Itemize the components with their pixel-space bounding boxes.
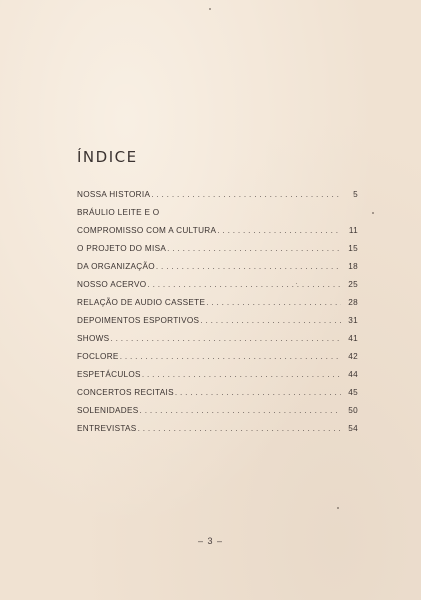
toc-entry — [77, 240, 358, 258]
page-number: – 3 – — [197, 536, 224, 546]
toc-entry-label: CONCERTOS RECITAIS — [77, 388, 174, 397]
toc-entry-page: 45 — [348, 388, 358, 397]
toc-entry — [77, 348, 358, 366]
dot-leader — [200, 312, 341, 330]
toc-entry-label: NOSSA HISTORIA — [77, 190, 151, 199]
toc-entry-page: 42 — [348, 352, 358, 361]
toc-entry-page: 11 — [348, 226, 358, 235]
toc-entry — [77, 402, 358, 420]
paper-speck — [296, 283, 297, 284]
toc-entry — [77, 294, 358, 312]
paper-speck — [337, 507, 339, 509]
dot-leader — [151, 186, 341, 204]
page-title: ÍNDICE — [77, 148, 138, 166]
toc-entry — [77, 258, 358, 276]
toc-entry — [77, 204, 358, 240]
toc-entry-label: DEPOIMENTOS ESPORTIVOS — [77, 316, 200, 325]
toc-entry-page: 15 — [348, 244, 358, 253]
toc-entry-label: FOCLORE — [77, 352, 119, 361]
toc-entry — [77, 330, 358, 348]
toc-entry-page: 44 — [348, 370, 358, 379]
dot-leader — [147, 276, 341, 294]
table-of-contents — [77, 186, 358, 438]
toc-entry-label-line1: BRÁULIO LEITE E O — [77, 208, 160, 217]
toc-entry-page: 50 — [348, 406, 358, 415]
toc-entry-page: 5 — [353, 190, 358, 199]
toc-entry-page: 18 — [348, 262, 358, 271]
toc-entry-label: SHOWS — [77, 334, 110, 343]
dot-leader — [206, 294, 341, 312]
toc-entry — [77, 186, 358, 204]
dot-leader — [175, 384, 341, 402]
toc-entry-page: 28 — [348, 298, 358, 307]
paper-speck — [372, 212, 374, 214]
toc-entry — [77, 276, 358, 294]
dot-leader — [140, 402, 341, 420]
toc-entry — [77, 420, 358, 438]
dot-leader — [142, 366, 341, 384]
dot-leader — [156, 258, 341, 276]
toc-entry-label: COMPROMISSO COM A CULTURA — [77, 226, 217, 235]
toc-entry-label: ESPETÁCULOS — [77, 370, 141, 379]
toc-entry-page: 31 — [348, 316, 358, 325]
toc-entry-label: O PROJETO DO MISA — [77, 244, 167, 253]
toc-entry-label: RELAÇÃO DE AUDIO CASSETE — [77, 298, 206, 307]
dot-leader — [138, 420, 341, 438]
toc-entry — [77, 384, 358, 402]
toc-entry — [77, 312, 358, 330]
paper-speck — [209, 8, 211, 10]
dot-leader — [120, 348, 341, 366]
toc-entry-label: ENTREVISTAS — [77, 424, 137, 433]
toc-entry — [77, 366, 358, 384]
toc-entry-label: SOLENIDADES — [77, 406, 139, 415]
toc-entry-page: 25 — [348, 280, 358, 289]
dot-leader — [167, 240, 341, 258]
toc-entry-label: DA ORGANIZAÇÃO — [77, 262, 155, 271]
dot-leader — [110, 330, 341, 348]
toc-entry-page: 54 — [348, 424, 358, 433]
toc-entry-label: NOSSO ACERVO — [77, 280, 147, 289]
dot-leader — [217, 222, 341, 240]
toc-entry-page: 41 — [348, 334, 358, 343]
